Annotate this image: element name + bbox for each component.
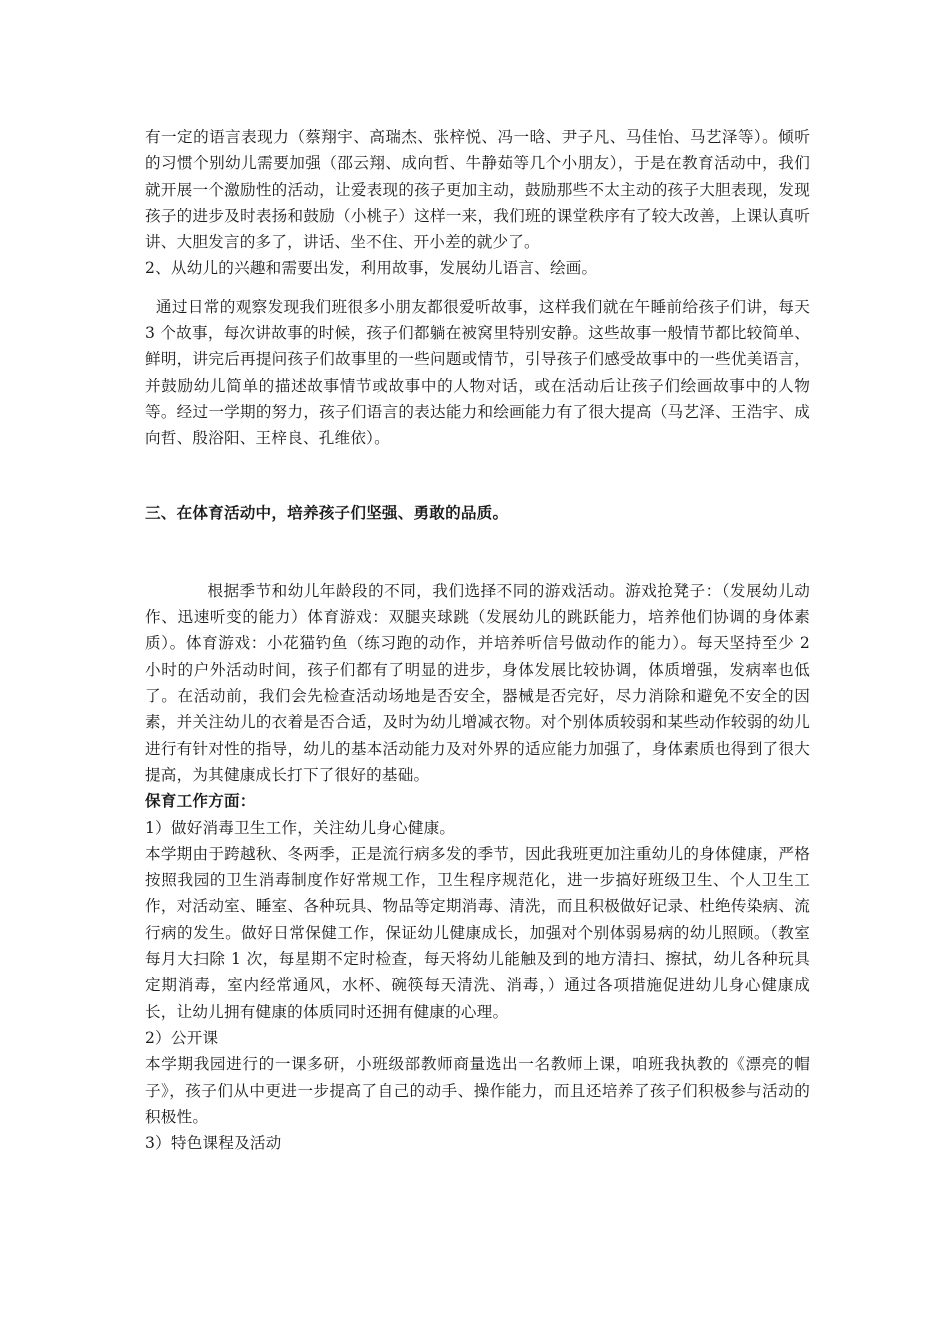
paragraph-language-expression: 有一定的语言表现力（蔡翔宇、高瑞杰、张梓悦、冯一晗、尹子凡、马佳怡、马艺泽等）。倾听的习惯个别幼儿需要加强（邵云翔、成向哲、牛静茹等几个小朋友），于是在教育活动中，我们就开展一个激励性的活动，让爱表现的孩子更加主动，鼓励那些不太主动的孩子大胆表现，发现孩子的进步及时表扬和鼓励（小桃子）这样一来，我们班的课堂秩序有了较大改善，上课认真听讲、大胆发言的多了，讲话、坐不住、开小差的就少了。 — [145, 128, 810, 252]
document-page — [145, 124, 810, 1156]
paragraph-stories: 通过日常的观察发现我们班很多小朋友都很爱听故事，这样我们就在午睡前给孩子们讲，每天 3 个故事，每次讲故事的时候，孩子们都躺在被窝里特别安静。这些故事一般情节都比较简单、鲜明，讲完后再提问孩子们故事里的一些问题或情节，引导孩子们感受故事中的一些优美语言，并鼓励幼儿简单的描述故事情节或故事中的人物对话，或在活动后让孩子们绘画故事中的人物等。经过一学期的努力，孩子们语言的表达能力和绘画能力有了很大提高（马艺泽、王浩宇、成向哲、殷浴阳、王梓良、孔维依）。 — [145, 297, 810, 448]
item-2-heading: 2、从幼儿的兴趣和需要出发，利用故事，发展幼儿语言、绘画。 — [145, 259, 598, 278]
spacer — [145, 282, 810, 294]
care-section-heading: 保育工作方面： — [145, 791, 256, 811]
spacer — [145, 452, 810, 500]
care-item-1-heading: 1）做好消毒卫生工作，关注幼儿身心健康。 — [145, 818, 456, 837]
spacer — [145, 526, 810, 578]
care-item-2-heading: 2）公开课 — [145, 1028, 219, 1047]
care-item-3-heading: 3）特色课程及活动 — [145, 1134, 282, 1153]
paragraph-sports-activities: 根据季节和幼儿年龄段的不同，我们选择不同的游戏活动。游戏抢凳子：（发展幼儿动作、迅速听变的能力）体育游戏：双腿夹球跳（发展幼儿的跳跃能力，培养他们协调的身体素质）。体育游戏：小花猫钓鱼（练习跑的动作，并培养听信号做动作的能力）。每天坚持至少 2 小时的户外活动时间，孩子们都有了明显的进步，身体发展比较协调，体质增强，发病率也低了。在活动前，我们会先检查活动场地是否安全，器械是否完好，尽力消除和避免不安全的因素，并关注幼儿的衣着是否合适，及时为幼儿增减衣物。对个别体质较弱和某些动作较弱的幼儿进行有针对性的指导，幼儿的基本活动能力及对外界的适应能力加强了，身体素质也得到了很大提高，为其健康成长打下了很好的基础。 — [145, 581, 810, 784]
paragraph-open-class: 本学期我园进行的一课多研，小班级部教师商量选出一名教师上课，咱班我执教的《漂亮的帽子》，孩子们从中更进一步提高了自己的动手、操作能力，而且还培养了孩子们积极参与活动的积极性。 — [145, 1055, 810, 1126]
section-3-heading: 三、在体育活动中，培养孩子们坚强、勇敢的品质。 — [145, 502, 509, 522]
paragraph-hygiene: 本学期由于跨越秋、冬两季，正是流行病多发的季节，因此我班更加注重幼儿的身体健康，严格按照我园的卫生消毒制度作好常规工作，卫生程序规范化，进一步搞好班级卫生、个人卫生工作，对活动室、睡室、各种玩具、物品等定期消毒、清洗，而且积极做好记录、杜绝传染病、流行病的发生。做好日常保健工作，保证幼儿健康成长，加强对个别体弱易病的幼儿照顾。（教室每月大扫除 1 次，每星期不定时检查，每天将幼儿能触及到的地方清扫、擦拭，幼儿各种玩具定期消毒，室内经常通风，水杯、碗筷每天清洗、消毒，）通过各项措施促进幼儿身心健康成长，让幼儿拥有健康的体质同时还拥有健康的心理。 — [145, 844, 810, 1021]
